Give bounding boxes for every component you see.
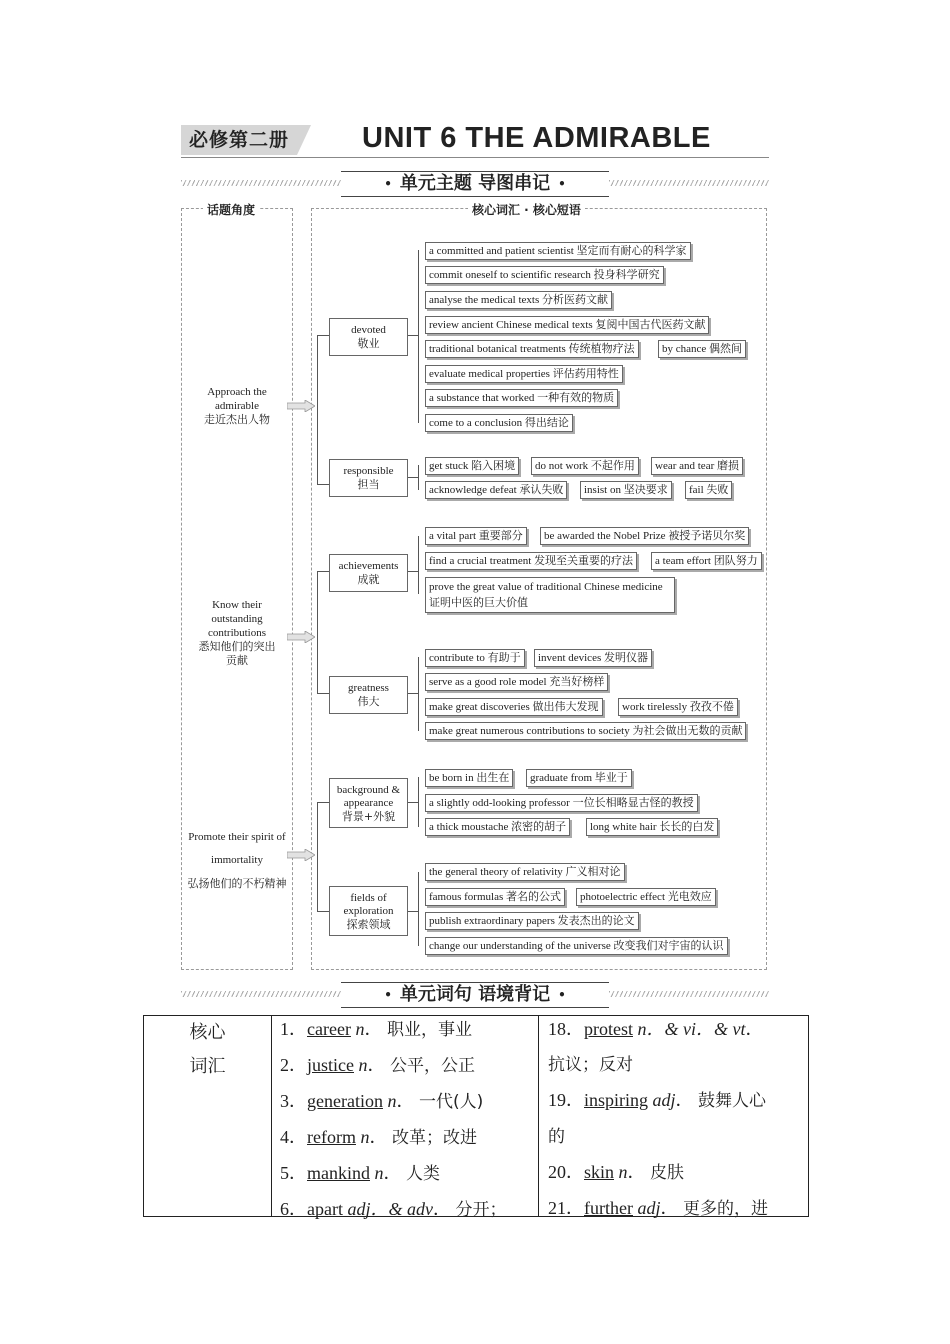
phrase-box: commit oneself to scientific research 投身科学研究 xyxy=(425,266,664,284)
banner-title: • 单元主题 导图串记 • xyxy=(341,171,609,197)
section-banner-theme xyxy=(181,171,769,197)
phrase-box: get stuck 陷入困境 xyxy=(425,457,519,475)
phrase-box: insist on 坚决要求 xyxy=(580,481,672,499)
hatch-decoration xyxy=(181,180,341,186)
arrow-icon xyxy=(287,849,315,861)
phrase-box: be born in 出生在 xyxy=(425,769,513,787)
vocab-frame-label: 核心词汇 · 核心短语 xyxy=(468,201,585,218)
arrow-icon xyxy=(287,631,315,643)
header-rule xyxy=(181,157,769,158)
vocab-entry: 5．mankind n． 人类 xyxy=(280,1163,440,1184)
vocab-entry: 18．protest n．& vi．& vt． xyxy=(548,1019,764,1039)
connector-line xyxy=(418,250,419,423)
vocab-column-2 xyxy=(539,1016,807,1219)
phrase-box: long white hair 长长的白发 xyxy=(586,818,718,836)
topic-contributions: Know their outstanding contributions 悉知他们的突出 贡献 xyxy=(198,599,276,667)
phrase-box: analyse the medical texts 分析医药文献 xyxy=(425,291,612,309)
connector-line xyxy=(317,802,329,803)
unit-title: UNIT 6 THE ADMIRABLE xyxy=(362,122,711,154)
category-greatness: greatness 伟大 xyxy=(329,676,408,714)
phrase-box: a team effort 团队努力 xyxy=(651,552,762,570)
book-tag: 必修第二册 xyxy=(181,125,297,155)
phrase-box: come to a conclusion 得出结论 xyxy=(425,414,573,432)
connector-line xyxy=(317,335,318,484)
connector-line xyxy=(418,465,419,490)
phrase-box: a substance that worked 一种有效的物质 xyxy=(425,389,618,407)
connector-line xyxy=(418,872,419,946)
vocab-entry: 1．career n． 职业，事业 xyxy=(280,1019,472,1040)
hatch-decoration xyxy=(181,991,341,997)
connector-line xyxy=(317,484,329,485)
phrase-box: a thick moustache 浓密的胡子 xyxy=(425,818,570,836)
section-banner-vocab xyxy=(181,982,769,1008)
vocab-entry: 21．further adj． 更多的，进 xyxy=(548,1198,768,1219)
vocab-entry: 4．reform n． 改革；改进 xyxy=(280,1127,477,1148)
connector-line xyxy=(317,911,329,912)
phrase-box: evaluate medical properties 评估药用特性 xyxy=(425,365,623,383)
phrase-box: make great discoveries 做出伟大发现 xyxy=(425,698,603,716)
vocab-entry-cont: 抗议；反对 xyxy=(548,1055,633,1075)
phrase-box: publish extraordinary papers 发表杰出的论文 xyxy=(425,912,639,930)
category-achievements: achievements 成就 xyxy=(329,554,408,592)
vocab-table xyxy=(143,1015,809,1220)
topic-approach: Approach the admirable 走近杰出人物 xyxy=(204,386,270,426)
banner-title: • 单元词句 语境背记 • xyxy=(341,982,609,1008)
vocab-category-cell xyxy=(144,1016,272,1216)
phrase-box: a vital part 重要部分 xyxy=(425,527,527,545)
phrase-box: graduate from 毕业于 xyxy=(526,769,632,787)
phrase-box: wear and tear 磨损 xyxy=(651,457,743,475)
phrase-box: invent devices 发明仪器 xyxy=(534,649,652,667)
phrase-box: be awarded the Nobel Prize 被授予诺贝尔奖 xyxy=(540,527,749,545)
vocab-entry: 2．justice n． 公平，公正 xyxy=(280,1055,475,1076)
phrase-box: find a crucial treatment 发现至关重要的疗法 xyxy=(425,552,637,570)
phrase-box: acknowledge defeat 承认失败 xyxy=(425,481,567,499)
vocab-entry: 3．generation n． 一代(人) xyxy=(280,1091,484,1112)
phrase-box: prove the great value of traditional Chinese medicine 证明中医的巨大价值 xyxy=(425,577,675,613)
connector-line xyxy=(418,657,419,731)
phrase-box: a slightly odd-looking professor 一位长相略显古怪的教授 xyxy=(425,794,698,812)
category-fields: fields of exploration 探索领域 xyxy=(329,886,408,936)
phrase-box: serve as a good role model 充当好榜样 xyxy=(425,673,608,691)
phrase-box: by chance 偶然间 xyxy=(658,340,746,358)
arrow-icon xyxy=(287,400,315,412)
phrase-box: do not work 不起作用 xyxy=(531,457,639,475)
phrase-box: photoelectric effect 光电效应 xyxy=(576,888,716,906)
vocab-entry: 19．inspiring adj． 鼓舞人心 xyxy=(548,1090,767,1111)
phrase-box: fail 失败 xyxy=(685,481,732,499)
connector-line xyxy=(317,571,318,693)
connector-line xyxy=(418,777,419,827)
category-responsible: responsible 担当 xyxy=(329,459,408,497)
vocab-category-label: 词汇 xyxy=(189,1056,226,1077)
phrase-box: a committed and patient scientist 坚定而有耐心的科学家 xyxy=(425,242,691,260)
phrase-box: contribute to 有助于 xyxy=(425,649,525,667)
hatch-decoration xyxy=(609,180,769,186)
hatch-decoration xyxy=(609,991,769,997)
phrase-box: work tirelessly 孜孜不倦 xyxy=(618,698,738,716)
phrase-box: famous formulas 著名的公式 xyxy=(425,888,565,906)
category-background: background & appearance 背景+外貌 xyxy=(329,778,408,828)
phrase-box: the general theory of relativity 广义相对论 xyxy=(425,863,625,881)
phrase-box: traditional botanical treatments 传统植物疗法 xyxy=(425,340,639,358)
vocab-entry: 6．apart adj．& adv． 分开； xyxy=(280,1199,507,1220)
phrase-box: make great numerous contributions to society 为社会做出无数的贡献 xyxy=(425,722,746,740)
connector-line xyxy=(418,536,419,594)
connector-line xyxy=(317,802,318,911)
connector-line xyxy=(317,693,329,694)
topic-frame-label: 话题角度 xyxy=(203,201,259,218)
connector-line xyxy=(317,335,329,336)
topic-spirit: Promote their spirit of immortality 弘扬他们的不朽精神 xyxy=(187,831,287,890)
vocab-category-label: 核心 xyxy=(189,1022,226,1043)
vocab-entry: 20．skin n． 皮肤 xyxy=(548,1162,685,1183)
connector-line xyxy=(317,571,329,572)
phrase-box: review ancient Chinese medical texts 复阅中国古代医药文献 xyxy=(425,316,709,334)
vocab-column-1 xyxy=(272,1016,539,1220)
vocab-entry-cont: 的 xyxy=(548,1127,565,1147)
category-devoted: devoted 敬业 xyxy=(329,318,408,356)
phrase-box: change our understanding of the universe 改变我们对宇宙的认识 xyxy=(425,937,728,955)
